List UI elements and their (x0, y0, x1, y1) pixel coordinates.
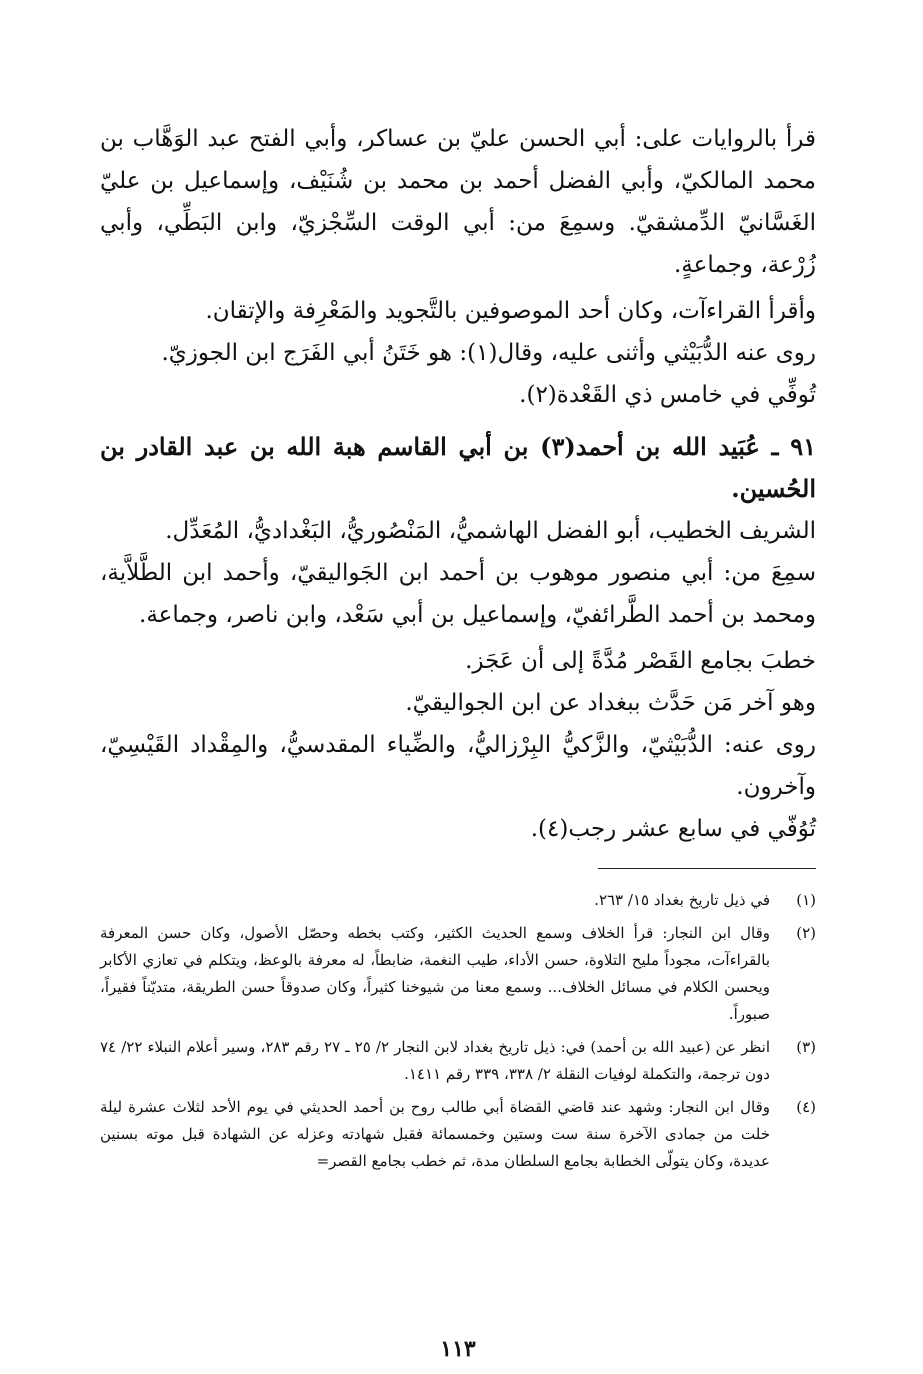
footnote-text: وقال ابن النجار: وشهد عند قاضي القضاة أبي طالب روح بن أحمد الحديثي في يوم الأحد لثلاث عشرة ليلة خلت من جمادى الآخرة سنة ست وستين وخمسمائة فقبل شهادته وعزله عن الشهادة قبل موته بسنين عديدة، وكان يتولّى الخطابة بجامع السلطان مدة، ثم خطب بجامع القصر= (100, 1098, 770, 1170)
footnotes (100, 887, 816, 1175)
book-page (100, 118, 816, 1362)
paragraph-narrators: روى عنه الدُّبَيْثي وأثنى عليه، وقال(١): هو خَتَنُ أبي الفَرَج ابن الجوزيّ. (161, 340, 816, 366)
footnote-number: (٣) (796, 1038, 816, 1056)
footnote-text: انظر عن (عبيد الله بن أحمد) في: ذيل تاريخ بغداد لابن النجار ٢/ ٢٥ ـ ٢٧ رقم ٢٨٣، وسير أعلام النبلاء ٢٢/ ٧٤ دون ترجمة، والتكملة لوفيات النقلة ٢/ ٣٣٨، ٣٣٩ رقم ١٤١١. (100, 1038, 771, 1083)
footnote (100, 920, 816, 1028)
entry-heading: ٩١ ـ عُبَيد الله بن أحمد(٣) بن أبي القاسم هبة الله بن عبد القادر بن الحُسين. (100, 432, 816, 503)
paragraph-death-date: تُوُفّي في سابع عشر رجب(٤). (530, 816, 816, 842)
paragraph-last-narrator: وهو آخر مَن حَدَّث ببغداد عن ابن الجواليقيّ. (405, 690, 816, 716)
footnote-text: في ذيل تاريخ بغداد ١٥/ ٢٦٣. (594, 891, 770, 909)
paragraph-titles: الشريف الخطيب، أبو الفضل الهاشميُّ، المَنْصُوريُّ، البَغْداديُّ، المُعَدِّل. (165, 518, 816, 544)
footnote (100, 1094, 816, 1175)
paragraph-sermon: خطبَ بجامع القَصْر مُدَّةً إلى أن عَجَز. (465, 648, 816, 674)
main-text (100, 118, 816, 850)
footnote-number: (٤) (796, 1098, 816, 1116)
paragraph-death: تُوفِّي في خامس ذي القَعْدة(٢). (519, 382, 816, 408)
footnote-number: (٢) (796, 924, 816, 942)
footnote (100, 1034, 816, 1088)
paragraph-readings: قرأ بالروايات على: أبي الحسن عليّ بن عساكر، وأبي الفتح عبد الوَهَّاب بن محمد المالكيّ، وأبي الفضل أحمد بن محمد بن شُنَيْف، وإسماعيل بن عليّ الغَسَّانيّ الدِّمشقيّ. وسمِعَ من: أبي الوقت السِّجْزيّ، وابن البَطِّي، وأبي زُرْعة، وجماعةٍ. (100, 126, 816, 278)
footnote-text: وقال ابن النجار: قرأ الخلاف وسمع الحديث الكثير، وكتب بخطه وحصّل الأصول، وكان حسن المعرفة بالقراءآت، مجوداً مليح التلاوة، حسن الأداء، طيب النغمة، ضابطاً، له معرفة بالوعظ، ويتكلم في تعازي الأكابر ويحسن الكلام في مسائل الخلاف... وسمع معنا من شيوخنا كثيراً، وكان صدوقاً حسن الطريقة، متديّناً فقيراً، صبوراً. (100, 924, 770, 1023)
footnote-number: (١) (796, 891, 816, 909)
footnote (100, 887, 816, 914)
paragraph-narrated-by: روى عنه: الدُّبَيْثيّ، والزَّكيُّ البِرْزاليُّ، والضِّياء المقدسيُّ، والمِقْداد القَيْسِيّ، وآخرون. (100, 732, 816, 800)
page-number: ١١٣ (440, 1336, 476, 1362)
footnote-separator (598, 868, 816, 869)
paragraph-heard-from: سمِعَ من: أبي منصور موهوب بن أحمد ابن الجَواليقيّ، وأحمد ابن الطَّلاَّية، ومحمد بن أحمد الطَّرائفيّ، وإسماعيل بن أبي سَعْد، وابن ناصر، وجماعة. (100, 560, 816, 628)
paragraph-teaching: وأقرأ القراءآت، وكان أحد الموصوفين بالتَّجويد والمَعْرِفة والإتقان. (205, 298, 816, 324)
